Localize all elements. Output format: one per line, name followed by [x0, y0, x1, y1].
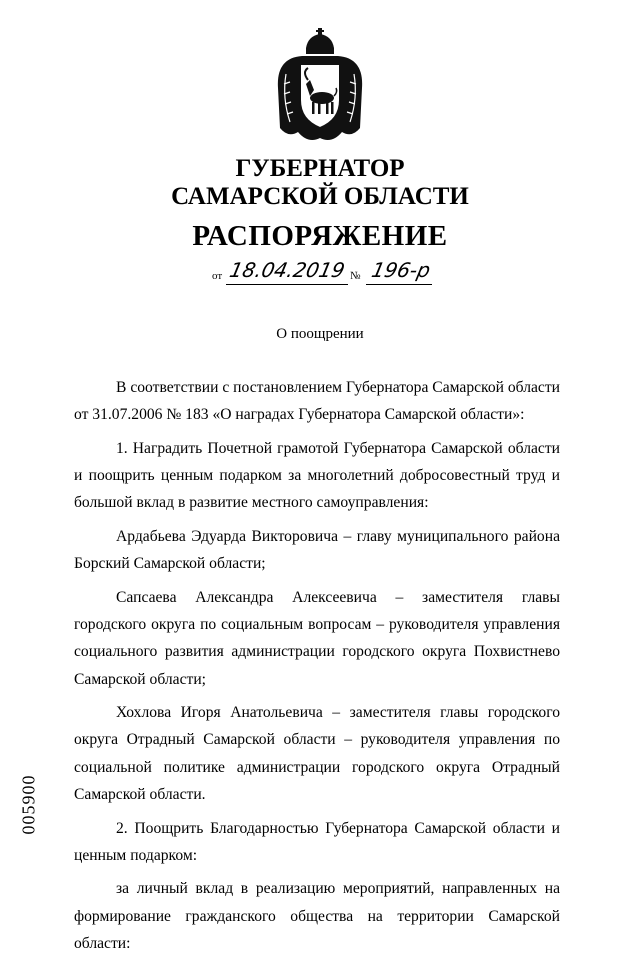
- coat-of-arms-emblem: [272, 28, 368, 146]
- paragraph-awardee-2: Сапсаева Александра Алексеевича – заместителя главы городского округа по социальным вопросам – руководителя управления социального развития администрации городского округа Похвистнево Самарской области;: [74, 588, 560, 688]
- date-from-label: от: [212, 270, 223, 282]
- document-subject: О поощрении: [276, 326, 364, 342]
- serial-number: 005900: [18, 774, 39, 835]
- paragraph-item-2: 2. Поощрить Благодарностью Губернатора Самарской области и ценным подарком:: [74, 819, 560, 864]
- governor-title-line2: САМАРСКОЙ ОБЛАСТИ: [171, 183, 469, 210]
- date-number-line: [212, 258, 442, 286]
- date-underline: [226, 284, 348, 285]
- governor-title-line1: ГУБЕРНАТОР: [235, 155, 405, 182]
- paragraph-item-2-reason: за личный вклад в реализацию мероприятий, направленных на формирование гражданского общества на территории Самарской области:: [74, 880, 560, 952]
- handwritten-date: 18.04.2019: [227, 258, 348, 282]
- crown-icon: [306, 28, 334, 54]
- paragraph-preamble: В соответствии с постановлением Губернатора Самарской области от 31.07.2006 № 183 «О наградах Губернатора Самарской области»:: [74, 379, 560, 424]
- paragraph-awardee-3: Хохлова Игоря Анатольевича – заместителя главы городского округа Отрадный Самарской области – руководителя управления по социальной политике администрации городского округа Отрадный Самарской области.: [74, 704, 560, 803]
- number-label: №: [350, 270, 361, 282]
- handwritten-number: 196-р: [369, 258, 433, 282]
- document-type-heading: РАСПОРЯЖЕНИЕ: [192, 220, 448, 252]
- document-body: [74, 374, 560, 964]
- paragraph-item-1: 1. Наградить Почетной грамотой Губернатора Самарской области и поощрить ценным подарком за многолетний добросовестный труд и большой вклад в развитие местного самоуправления:: [74, 439, 560, 512]
- paragraph-awardee-1: Ардабьева Эдуарда Викторовича – главу муниципального района Борский Самарской области;: [74, 528, 560, 573]
- number-underline: [366, 284, 432, 285]
- side-serial-code: [13, 770, 45, 850]
